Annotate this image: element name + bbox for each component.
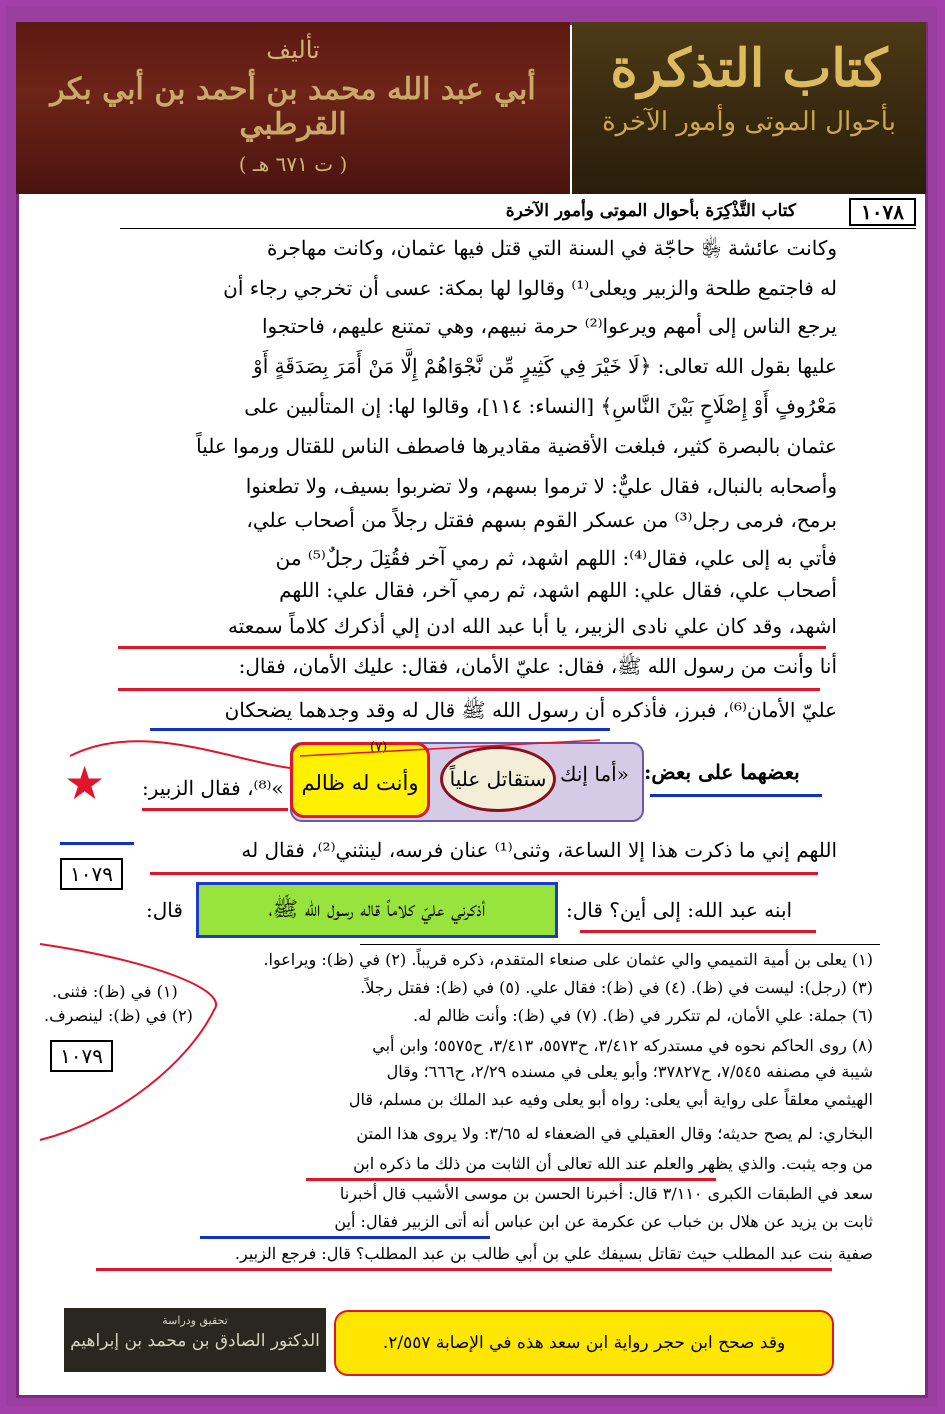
footnote: سعد في الطبقات الكبرى ٣/١١٠ قال: أخبرنا الحسن بن موسى الأشيب قال أخبرنا xyxy=(339,1184,873,1203)
quote-open: «أما إنك xyxy=(560,762,629,786)
footnote: الهيثمي معلقاً على رواية أبي يعلى: رواه أبو يعلى وفيه عبد الملك بن مسلم، قال xyxy=(348,1090,873,1109)
next-page-number: ١٠٧٩ xyxy=(60,858,123,890)
footnote: صفية بنت عبد المطلب حيث تقاتل بسيفك علي بن أبي طالب بن عبد المطلب؟ قال: فرجع الزبير. xyxy=(234,1244,873,1263)
body-line: اللهم إني ما ذكرت هذا إلا الساعة، وثنى⁽¹⁾ عنان فرسه، لينثني⁽²⁾، فقال له xyxy=(241,838,837,862)
note-marker-7: (٧) xyxy=(370,740,388,755)
body-line: ابنه عبد الله: إلى أين؟ قال: xyxy=(566,898,793,922)
connector-line xyxy=(300,740,600,756)
connector-line xyxy=(40,944,216,1140)
credit-line1: تحقيق ودراسة xyxy=(162,1314,228,1327)
body-line: يرجع الناس إلى أمهم ويرعوا⁽²⁾ حرمة نبيهم، وهي تمتنع عليهم، فاحتجوا xyxy=(261,314,837,338)
editor-note: وقد صحح ابن حجر رواية ابن سعد هذه في الإصابة ٢/٥٥٧. xyxy=(334,1310,834,1376)
book-title: كتاب التذكرة xyxy=(610,38,888,99)
quote-end: »⁽⁸⁾، فقال الزبير: xyxy=(142,776,284,800)
quote-yellow-text: وأنت له ظالم xyxy=(301,771,419,795)
body-line: عليّ الأمان⁽⁶⁾، فبرز، فأذكره أن رسول الله ﷺ قال له وقد وجدهما يضحكان xyxy=(224,698,837,722)
quote-lead: بعضهما على بعض: xyxy=(644,760,800,784)
footnote: (٦) جملة: علي الأمان، لم تتكرر في (ظ). (٧) في (ظ): وأنت ظالم له. xyxy=(412,1006,873,1025)
side-note: (١) في (ظ): فثنى. xyxy=(52,982,178,1001)
page-number: ١٠٧٨ xyxy=(849,198,916,226)
footnote: (٨) روى الحاكم نحوه في مستدركه ٣/٤١٢، ح٥٥٧٣، ٣/٤١٣، ح٥٥٧٥؛ وابن أبي xyxy=(372,1036,873,1055)
body-line: أنا وأنت من رسول الله ﷺ، فقال: عليّ الأمان، فقال: عليك الأمان، فقال: xyxy=(238,654,837,678)
body-line: وأصحابه بالنبال، فقال عليٌّ: لا ترموا بسهم، ولا تضربوا بسيف، ولا تطعنوا xyxy=(245,474,837,498)
author-prefix: تأليف xyxy=(266,36,320,64)
footnote: من وجه يثبت. والذي يظهر والعلم عند الله تعالى أن الثابت من ذلك ما ذكره ابن xyxy=(353,1154,873,1173)
author-name: أبي عبد الله محمد بن أحمد بن أبي بكر القرطبي xyxy=(50,72,536,142)
body-line: عثمان بالبصرة كثير، فبلغت الأقضية مقاديرها فاصطف الناس للقتال ورموا علياً xyxy=(196,434,837,458)
body-line: أصحاب علي، فقال علي: اللهم اشهد، ثم رمي آخر، فقال علي: اللهم xyxy=(279,578,837,602)
body-line: مَعْرُوفٍ أَوْ إِصْلَاحٍ بَيْنَ النَّاسِ﴾ [النساء: ١١٤]، وقالوا لها: إن المتألبين على xyxy=(244,394,837,418)
credit-line2: الدكتور الصادق بن محمد بن إبراهيم xyxy=(70,1331,320,1351)
body-line: برمح، فرمى رجل⁽³⁾ من عسكر القوم بسهم فقتل رجلاً من أصحاب علي، xyxy=(246,508,837,532)
body-line: وكانت عائشة ﵂ حاجّة في السنة التي قتل فيها عثمان، وكانت مهاجرة xyxy=(267,236,837,260)
body-line: اشهد، وقد كان علي نادى الزبير، يا أبا عبد الله ادن إلي أذكرك كلاماً سمعته xyxy=(227,614,837,638)
star-icon: ★ xyxy=(64,756,106,810)
body-line: قال: xyxy=(146,898,183,922)
footnote: (٣) (رجل): ليست في (ظ). (٤) في (ظ): فقال علي. (٥) في (ظ): فقتل رجلاً. xyxy=(360,978,873,997)
footnote: البخاري: لم يصح حديثه؛ وقال العقيلي في الضعفاء له ٣/٦٥: ولا يروى هذا المتن xyxy=(356,1124,873,1143)
footnote: شيبة في مصنفه ٧/٥٤٥، ح٣٧٨٢٧؛ وأبو يعلى في مسنده ٢/٢٩، ح٦٦٦؛ وقال xyxy=(386,1062,873,1081)
side-note: (٢) في (ظ): لينصرف. xyxy=(44,1006,193,1025)
book-subtitle: بأحوال الموتى وأمور الآخرة xyxy=(602,107,896,137)
running-head-title: كتاب التَّذْكِرَة بأحوال الموتى وأمور الآخرة xyxy=(505,201,796,221)
quote-oval-text: ستقاتل علياً xyxy=(449,767,547,791)
body-line: فأتي به إلى علي، فقال⁽⁴⁾: اللهم اشهد، ثم رمي آخر فقُتِلَ رجلٌ⁽⁵⁾ من xyxy=(275,546,837,570)
body-line: عليها بقول الله تعالى: ﴿لَا خَيْرَ فِي كَثِيرٍ مِّن نَّجْوَاهُمْ إِلَّا مَنْ أَمَرَ بِصَدَقَةٍ أَوْ xyxy=(253,354,837,378)
connector-line xyxy=(70,741,290,768)
footnote: ثابت بن يزيد عن هلال بن خباب عن عكرمة عن ابن عباس أنه أتى الزبير فقال: أين xyxy=(334,1212,873,1231)
side-page-number: ١٠٧٩ xyxy=(50,1040,113,1072)
quote-green-text: أذكرني عليّ كلاماً قاله رسول الله ﷺ، xyxy=(268,897,486,921)
author-date: ( ت ٦٧١ هـ ) xyxy=(238,152,348,176)
footnote: (١) يعلى بن أمية التميمي والي عثمان على صنعاء المتقدم، ذكره قريباً. (٢) في (ظ): ويراعوا. xyxy=(263,950,873,969)
body-line: له فاجتمع طلحة والزبير ويعلى⁽¹⁾ وقالوا لها بمكة: عسى أن تخرجي رجاء أن xyxy=(223,276,837,300)
